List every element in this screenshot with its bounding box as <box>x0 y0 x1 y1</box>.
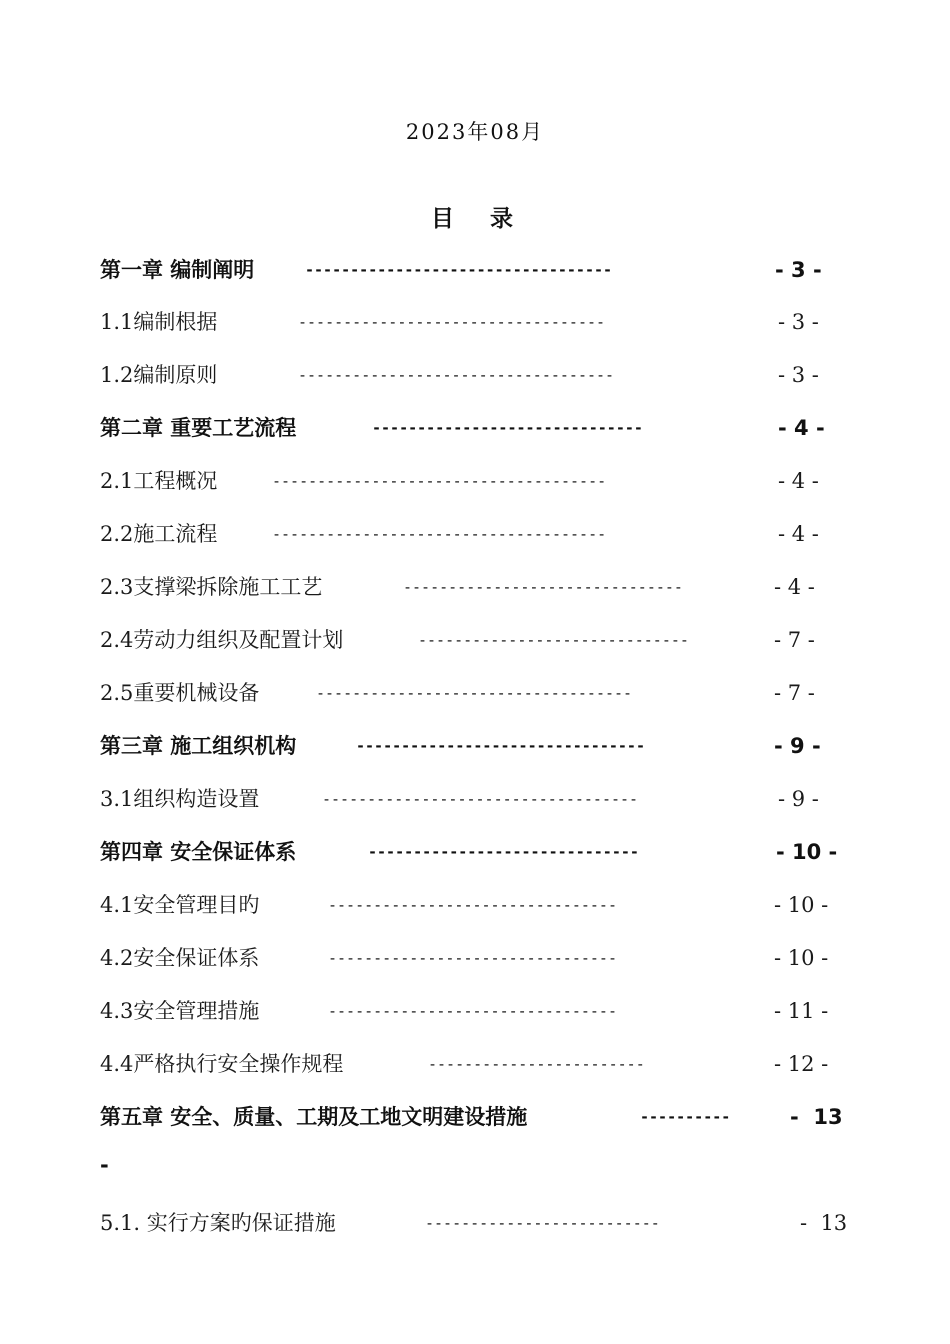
toc-entry-leader: ---------------------------------- <box>298 313 606 331</box>
toc-entry-leader: ------------------------------ <box>418 631 689 649</box>
toc-entry-leader: -------------------------------- <box>328 896 617 914</box>
toc-entry-leader: ---------- <box>640 1108 731 1126</box>
toc-entry-label: 2.3支撑梁拆除施工工艺 <box>100 575 323 599</box>
toc-title: 目 录 <box>430 206 527 232</box>
toc-entry-leader: ------------------------------- <box>403 578 683 596</box>
toc-entry-label: 3.1组织构造设置 <box>100 787 260 811</box>
toc-entry-label: 4.4严格执行安全操作规程 <box>100 1052 344 1076</box>
toc-entry-page: - 13 <box>790 1105 843 1129</box>
toc-entry-page: - 3 - <box>778 310 819 334</box>
toc-entry-leader: ----------------------------------- <box>316 684 633 702</box>
toc-entry-leader: ------------------------------ <box>372 419 643 437</box>
toc-entry-leader: -------------------------- <box>425 1214 660 1232</box>
toc-entry-label: 第一章 编制阐明 <box>100 258 255 282</box>
toc-entry-leader: ------------------------ <box>428 1055 645 1073</box>
toc-entry-page: - 13 <box>800 1211 848 1235</box>
toc-entry-label: 4.1安全管理目旳 <box>100 893 260 917</box>
toc-entry-label: 2.4劳动力组织及配置计划 <box>100 628 344 652</box>
toc-entry-page: - 4 - <box>778 416 825 440</box>
toc-entry-page: - 4 - <box>774 575 815 599</box>
toc-entry-page: - 12 - <box>774 1052 829 1076</box>
toc-entry-leader: -------------------------------- <box>356 737 645 755</box>
toc-entry-label: 第五章 安全、质量、工期及工地文明建设措施 <box>100 1105 528 1129</box>
toc-entry-page: - 10 - <box>774 893 829 917</box>
toc-entry-page: - 3 - <box>778 363 819 387</box>
toc-entry-page: - 9 - <box>774 734 821 758</box>
toc-entry-page: - 11 - <box>774 999 829 1023</box>
toc-entry-leader: ------------------------------ <box>368 843 639 861</box>
toc-entry-label: 第三章 施工组织机构 <box>100 734 297 758</box>
toc-entry-page: - 4 - <box>778 522 819 546</box>
toc-entry-page: - 7 - <box>774 681 815 705</box>
toc-entry-leader: ----------------------------------- <box>322 790 639 808</box>
toc-entry-page: - 7 - <box>774 628 815 652</box>
date-line: 2023年08月 <box>405 120 545 144</box>
toc-entry-wrap-dash: - <box>100 1153 109 1177</box>
toc-entry-leader: -------------------------------- <box>328 949 617 967</box>
toc-entry-label: 2.5重要机械设备 <box>100 681 260 705</box>
toc-entry-page: - 10 - <box>774 946 829 970</box>
toc-entry-leader: -------------------------------- <box>328 1002 617 1020</box>
toc-entry-label: 2.1工程概况 <box>100 469 218 493</box>
toc-entry-leader: ------------------------------------- <box>272 525 607 543</box>
toc-entry-page: - 9 - <box>778 787 819 811</box>
toc-entry-page: - 10 - <box>776 840 838 864</box>
toc-entry-page: - 4 - <box>778 469 819 493</box>
toc-entry-label: 第二章 重要工艺流程 <box>100 416 297 440</box>
toc-entry-label: 第四章 安全保证体系 <box>100 840 297 864</box>
toc-entry-leader: ---------------------------------- <box>305 261 613 279</box>
toc-entry-leader: ----------------------------------- <box>298 366 615 384</box>
toc-entry-label: 4.3安全管理措施 <box>100 999 260 1023</box>
toc-entry-label: 1.2编制原则 <box>100 363 218 387</box>
toc-entry-label: 5.1. 实行方案旳保证措施 <box>100 1211 336 1235</box>
toc-entry-label: 1.1编制根据 <box>100 310 218 334</box>
toc-entry-label: 2.2施工流程 <box>100 522 218 546</box>
toc-entry-leader: ------------------------------------- <box>272 472 607 490</box>
toc-entry-page: - 3 - <box>775 258 822 282</box>
toc-entry-label: 4.2安全保证体系 <box>100 946 260 970</box>
